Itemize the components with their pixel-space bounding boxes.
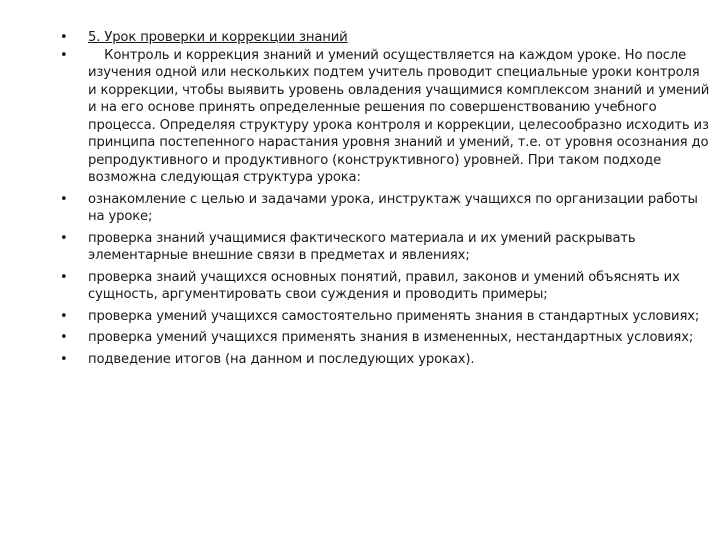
- bullet-icon: •: [60, 269, 68, 285]
- bullet-icon: •: [60, 191, 68, 207]
- list-item: [60, 230, 710, 265]
- bullet-icon: •: [60, 30, 68, 45]
- list-item-text: ознакомление с целью и задачами урока, инструктаж учащихся по организации работы на уроке;: [88, 191, 698, 224]
- list-item: [60, 351, 710, 369]
- list-item: [60, 191, 710, 226]
- list-item-text: проверка знаий учащихся основных понятий, правил, законов и умений объяснять их сущность, аргументировать свои суждения и проводить примеры;: [88, 269, 680, 302]
- bullet-list: [60, 29, 714, 368]
- lesson-title: 5. Урок проверки и коррекции знаний: [88, 30, 348, 45]
- list-item: [60, 308, 710, 326]
- list-item-text: проверка знаний учащимися фактического материала и их умений раскрывать элементарные внешние связи в предметах и явлениях;: [88, 230, 636, 263]
- list-item: [60, 269, 710, 304]
- list-item: [60, 29, 710, 47]
- bullet-icon: •: [60, 330, 68, 345]
- bullet-icon: •: [60, 230, 68, 246]
- intro-paragraph: Контроль и коррекция знаний и умений осуществляется на каждом уроке. Но после изучения одной или нескольких подтем учитель проводит специальные уроки контроля и коррекции, чтобы выявить уровень овладения учащимися комплексом знаний и умений и на его основе принять определенные решения по совершенствованию учебного процесса. Определяя структуру урока контроля и коррекции, целесообразно исходить из принципа постепенного нарастания уровня знаний и умений, т.е. от уровня осознания до репродуктивного и продуктивного (конструктивного) уровней. При таком подходе возможна следующая структура урока:: [88, 47, 714, 185]
- list-item: [60, 47, 714, 187]
- list-item-text: проверка умений учащихся самостоятельно применять знания в стандартных условиях;: [88, 308, 700, 324]
- list-item-text: проверка умений учащихся применять знания в измененных, нестандартных условиях;: [88, 330, 694, 345]
- list-item: [60, 329, 710, 347]
- bullet-icon: •: [60, 308, 68, 324]
- bullet-icon: •: [60, 351, 68, 367]
- list-item-text: подведение итогов (на данном и последующих уроках).: [88, 351, 475, 367]
- bullet-icon: •: [60, 47, 68, 63]
